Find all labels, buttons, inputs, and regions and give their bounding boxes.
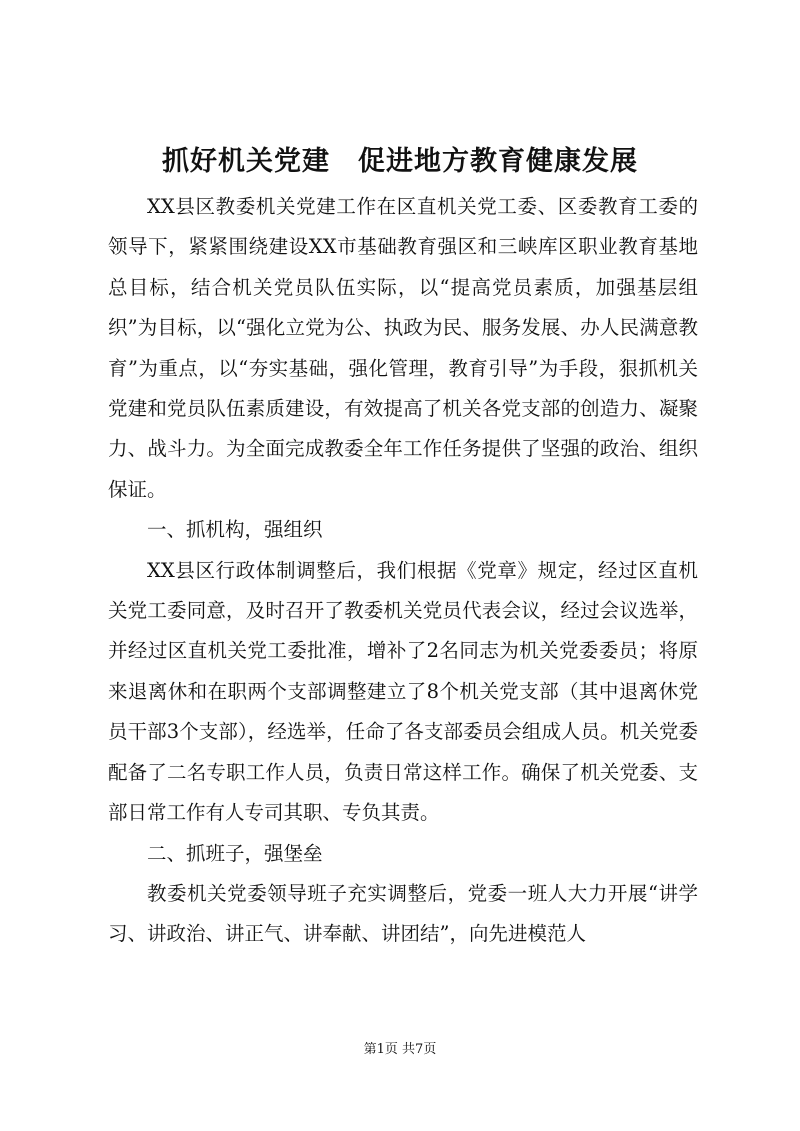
document-body bbox=[108, 187, 698, 955]
paragraph-intro: XX县区教委机关党建工作在区直机关党工委、区委教育工委的领导下，紧紧围绕建设XX市基础教育强区和三峡库区职业教育基地总目标，结合机关党员队伍实际，以“提高党员素质，加强基层组织”为目标，以“强化立党为公、执政为民、服务发展、办人民满意教育”为重点，以“夯实基础，强化管理，教育引导”为手段，狠抓机关党建和党员队伍素质建设，有效提高了机关各党支部的创造力、凝聚力、战斗力。为全面完成教委全年工作任务提供了坚强的政治、组织保证。 bbox=[108, 195, 698, 501]
page-number-footer: 第1页 共7页 bbox=[363, 1042, 437, 1057]
section-heading-2: 二、抓班子，强堡垒 bbox=[147, 841, 323, 865]
paragraph-section-2: 教委机关党委领导班子充实调整后，党委一班人大力开展“讲学习、讲政治、讲正气、讲奉献、讲团结”，向先进模范人 bbox=[108, 881, 698, 946]
paragraph-section-1: XX县区行政体制调整后，我们根据《党章》规定，经过区直机关党工委同意，及时召开了教委机关党员代表会议，经过会议选举，并经过区直机关党工委批准，增补了2名同志为机关党委委员；将原来退离休和在职两个支部调整建立了8个机关党支部（其中退离休党员干部3个支部），经选举，任命了各支部委员会组成人员。机关党委配备了二名专职工作人员，负责日常这样工作。确保了机关党委、支部日常工作有人专司其职、专负其责。 bbox=[108, 558, 698, 825]
section-heading-1: 一、抓机构，强组织 bbox=[147, 518, 323, 542]
document-title: 抓好机关党建 促进地方教育健康发展 bbox=[162, 146, 638, 177]
